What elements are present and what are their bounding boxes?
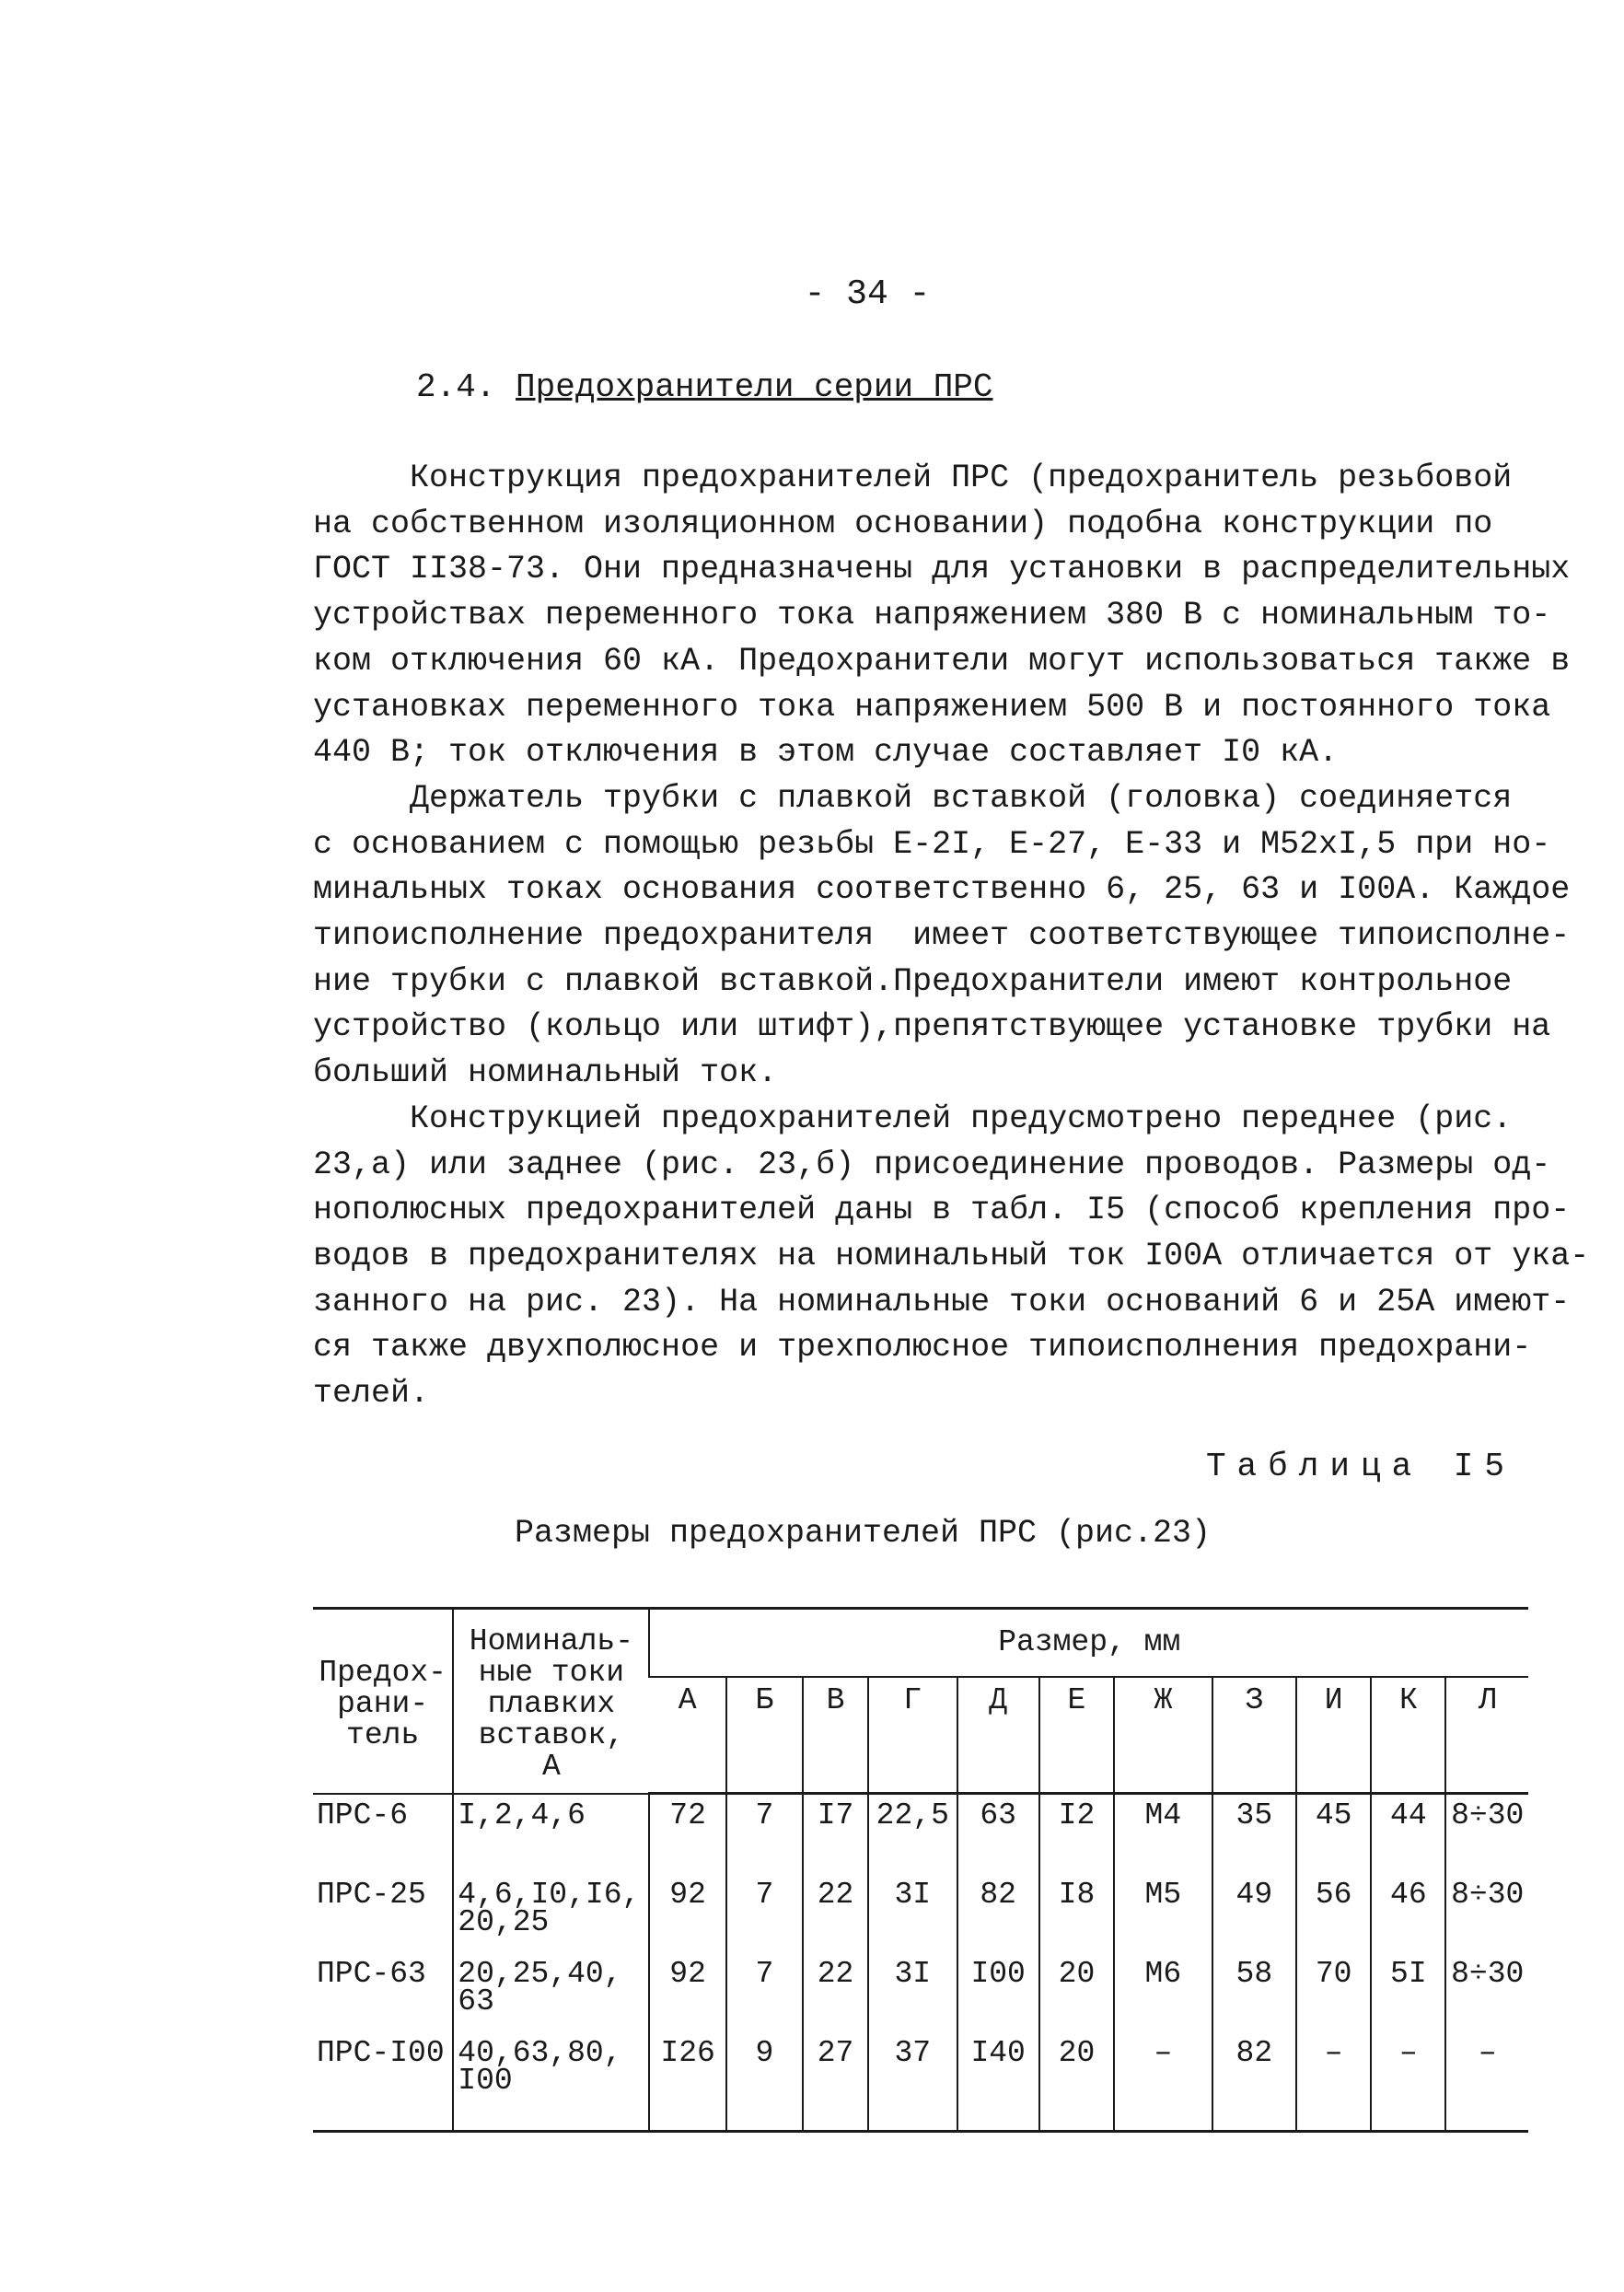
cell-value: 92 — [649, 1953, 725, 2032]
body-line: устройство (кольцо или штифт),препятствующее установке трубки на — [313, 1008, 1551, 1046]
column-header: Б — [726, 1677, 803, 1794]
body-line: ся также двухполюсное и трехполюсное типоисполнения предохрани- — [313, 1329, 1532, 1367]
cell-value: 44 — [1371, 1794, 1445, 1875]
cell-value: 72 — [649, 1794, 725, 1875]
cell-value: 7 — [726, 1953, 803, 2032]
cell-value: 46 — [1371, 1874, 1445, 1953]
cell-current: 20,25,40, 63 — [453, 1953, 649, 2032]
column-header: В — [803, 1677, 868, 1794]
table-row — [313, 1953, 1528, 2032]
section-number: 2.4. — [416, 368, 496, 406]
cell-value: 37 — [868, 2032, 957, 2132]
column-header: З — [1212, 1677, 1296, 1794]
cell-value: – — [1371, 2032, 1445, 2132]
cell-value: 35 — [1212, 1794, 1296, 1875]
cell-value: М5 — [1114, 1874, 1212, 1953]
cell-fuse: ПРС-6 — [317, 1798, 409, 1832]
table-row — [313, 2032, 1528, 2132]
page-number: - 34 - — [804, 274, 931, 314]
cell-value: I00 — [957, 1953, 1039, 2032]
body-line: на собственном изоляционном основании) подобна конструкции по — [313, 505, 1493, 542]
cell-value: I26 — [649, 2032, 725, 2132]
cell-value: I2 — [1039, 1794, 1114, 1875]
section-heading — [416, 368, 993, 406]
header-current: Номиналь- ные токи плавких вставок, А — [453, 1609, 649, 1794]
cell-current: 40,63,80, I00 — [453, 2032, 649, 2132]
cell-value: 8÷30 — [1445, 1794, 1528, 1875]
body-line: Конструкция предохранителей ПРС (предохранитель резьбовой — [313, 460, 1513, 496]
body-line: ком отключения 60 кА. Предохранители могут использоваться также в — [313, 642, 1571, 680]
cell-value: 82 — [1212, 2032, 1296, 2132]
cell-value: 58 — [1212, 1953, 1296, 2032]
cell-value: 3I — [868, 1874, 957, 1953]
cell-fuse: ПРС-63 — [317, 1957, 426, 1991]
cell-value: 3I — [868, 1953, 957, 2032]
column-header: Е — [1039, 1677, 1114, 1794]
cell-value: 20 — [1039, 1953, 1114, 2032]
cell-value: 7 — [726, 1794, 803, 1875]
body-line: минальных токах основания соответственно 6, 25, 63 и I00А. Каждое — [313, 871, 1571, 909]
cell-value: 45 — [1296, 1794, 1371, 1875]
cell-value: I40 — [957, 2032, 1039, 2132]
body-line: водов в предохранителях на номинальный ток I00А отличается от ука- — [313, 1237, 1590, 1274]
cell-value: 82 — [957, 1874, 1039, 1953]
column-header: Ж — [1114, 1677, 1212, 1794]
cell-value: I8 — [1039, 1874, 1114, 1953]
body-line: больший номинальный ток. — [313, 1054, 778, 1092]
body-line: с основанием с помощью резьбы Е-2I, Е-27, Е-33 и М52хI,5 при но- — [313, 825, 1551, 863]
body-line: устройствах переменного тока напряжением 380 В с номинальным то- — [313, 597, 1551, 634]
cell-value: 92 — [649, 1874, 725, 1953]
cell-value: – — [1445, 2032, 1528, 2132]
cell-fuse: ПРС-25 — [317, 1878, 426, 1912]
section-title: Предохранители серии ПРС — [516, 368, 993, 406]
column-header: Л — [1445, 1677, 1528, 1794]
body-line: 440 В; ток отключения в этом случае составляет I0 кА. — [313, 734, 1339, 772]
cell-value: 5I — [1371, 1953, 1445, 2032]
body-line: Держатель трубки с плавкой вставкой (головка) соединяется — [313, 779, 1513, 817]
column-header: И — [1296, 1677, 1371, 1794]
cell-value: 49 — [1212, 1874, 1296, 1953]
cell-value: М6 — [1114, 1953, 1212, 2032]
cell-current: I,2,4,6 — [453, 1794, 649, 1875]
cell-current: 4,6,I0,I6, 20,25 — [453, 1874, 649, 1953]
table-row — [313, 1874, 1528, 1953]
column-header: Г — [868, 1677, 957, 1794]
cell-value: 63 — [957, 1794, 1039, 1875]
cell-value: 8÷30 — [1445, 1874, 1528, 1953]
body-text — [313, 456, 1590, 1417]
cell-value: 27 — [803, 2032, 868, 2132]
column-header: Д — [957, 1677, 1039, 1794]
cell-value: 9 — [726, 2032, 803, 2132]
column-header: А — [649, 1677, 725, 1794]
cell-value: 20 — [1039, 2032, 1114, 2132]
table-label: Таблица I5 — [1205, 1448, 1515, 1485]
cell-value: – — [1296, 2032, 1371, 2132]
header-size-group: Размер, мм — [649, 1609, 1528, 1678]
body-line: 23,а) или заднее (рис. 23,б) присоединение проводов. Размеры од- — [313, 1146, 1551, 1183]
body-line: типоисполнение предохранителя имеет соответствующее типоисполне- — [313, 917, 1571, 955]
body-line: установках переменного тока напряжением 500 В и постоянного тока — [313, 688, 1551, 726]
body-line: нополюсных предохранителей даны в табл. I5 (способ крепления про- — [313, 1192, 1571, 1229]
dimensions-table — [313, 1607, 1528, 2133]
body-line: телей. — [313, 1375, 430, 1413]
body-line: занного на рис. 23). На номинальные токи оснований 6 и 25А имеют- — [313, 1283, 1571, 1321]
cell-value: 22 — [803, 1953, 868, 2032]
table-caption: Размеры предохранителей ПРС (рис.23) — [514, 1515, 1212, 1552]
cell-value: 22 — [803, 1874, 868, 1953]
header-fuse: Предох- рани- тель — [313, 1609, 453, 1794]
cell-fuse: ПРС-I00 — [317, 2036, 445, 2070]
cell-value: 8÷30 — [1445, 1953, 1528, 2032]
cell-value: I7 — [803, 1794, 868, 1875]
body-line: Конструкцией предохранителей предусмотрено переднее (рис. — [313, 1099, 1513, 1137]
cell-value: 70 — [1296, 1953, 1371, 2032]
cell-value: 7 — [726, 1874, 803, 1953]
column-header: К — [1371, 1677, 1445, 1794]
cell-value: М4 — [1114, 1794, 1212, 1875]
cell-value: 56 — [1296, 1874, 1371, 1953]
cell-value: 22,5 — [868, 1794, 957, 1875]
cell-value: – — [1114, 2032, 1212, 2132]
body-line: ГОСТ II38-73. Они предназначены для установки в распределительных — [313, 551, 1571, 588]
body-line: ние трубки с плавкой вставкой.Предохранители имеют контрольное — [313, 962, 1513, 1000]
table-row — [313, 1794, 1528, 1875]
